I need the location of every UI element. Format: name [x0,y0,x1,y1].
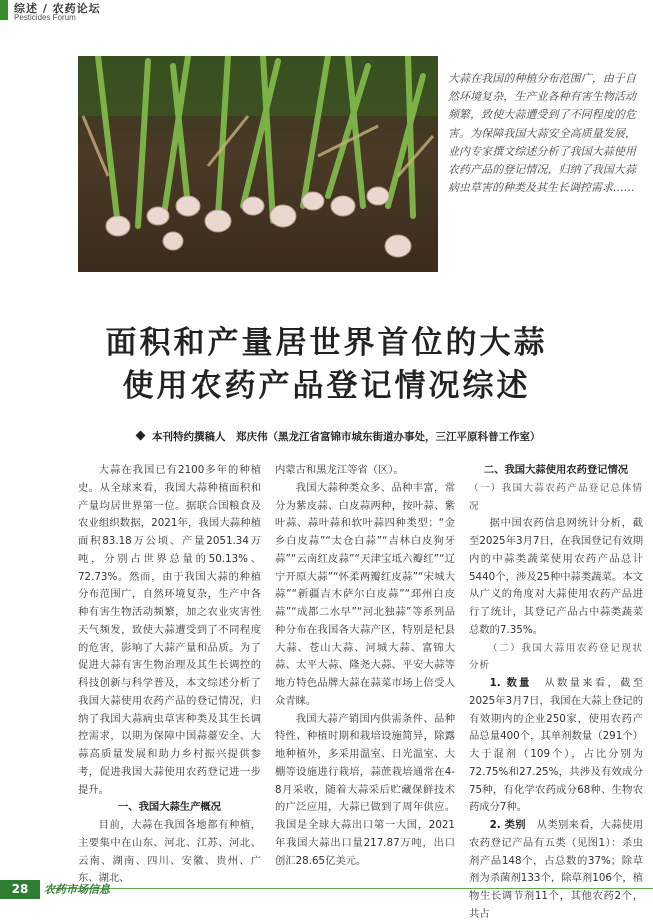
author-byline [137,429,541,444]
section-heading: 二、我国大蒜使用农药登记情况 [483,464,629,476]
subsection-heading: （一）我国大蒜农药产品登记总体情况 [469,482,643,512]
paragraph-lead: 2. 类别 [489,819,526,831]
garlic-field-photo [78,56,438,272]
paragraph: 我国大蒜产销国内供需条件、品种特性、种植时期和栽培设施简异，除露地种植外，多采用温室、日光温室、大棚等设施进行栽培，蒜蔗栽培通常在4-8月采收，随着大蒜采后贮藏保鲜技术的广泛应用，大蒜已做到了周年供应。我国是全球大蒜出口第一大国，2021年我国大蒜出口量217.87万吨，出口创汇28.65亿美元。 [275,712,455,867]
paragraph-text: 从类别来看，大蒜使用农药登记产品有五类（见图1）：杀虫剂产品148个，占总数的37%；除草剂为杀菌剂133个，除草剂106个，植物生长调节剂11个，其他农药2个，共占 [469,819,643,920]
body-column-2 [275,462,455,870]
section-label: 综述 / 农药论坛 [14,2,101,15]
paragraph-lead: 1. 数量 [489,677,532,689]
author-text: 本刊特约撰稿人 郑庆伟（黑龙江省富锦市城东街道办事处，三江平原科普工作室） [152,431,541,443]
footer-rule [50,888,653,889]
header-accent-bar [0,0,8,20]
diamond-icon [136,431,146,441]
section-heading: 一、我国大蒜生产概况 [118,801,221,814]
article-title-line2: 使用农药产品登记情况综述 [122,368,531,404]
page-number: 28 [0,880,40,899]
paragraph: 内蒙古和黑龙江等省（区）。 [275,464,404,476]
paragraph: 目前，大蒜在我国各地都有种植，主要集中在山东、河北、江苏、河北、云南、湖南、四川、安徽、贵州、广东、湖北、 [78,819,261,885]
section-label-english: Pesticides Forum [14,13,76,22]
paragraph: 据中国农药信息网统计分析，截至2025年3月7日，在我国登记有效期内的中蒜类蔬菜使用农药产品总计5440个，涉及25种中蒜类蔬菜。本文从广义的角度对大蒜使用农药产品进行了统计，其登记产品占中蒜类蔬菜总数的7.35%。 [469,517,643,636]
paragraph: 大蒜在我国已有2100多年的种植史。从全球来看，我国大蒜种植面积和产量均居世界第一位。据联合国粮食及农业组织数据，2021年，我国大蒜种植面积83.18万公顷、产量2051.34万吨，分别占世界总量的50.13%、72.73%。然而，由于我国大蒜的种植分布范围广，自然环境复杂，生产中各种有害生物活动频繁，加之农业灾害性天气频发，致使大蒜遭受到了不同程度的危害，影响了大蒜产量和品质。为了促进大蒜有害生物治理及其生长调控的科技创新与科学普及，本文综述分析了我国大蒜使用农药产品的登记情况，归纳了我国大蒜病虫草害种类及其生长调控需求，以期为保障中国蒜薹安全、大蒜高质量发展和助力乡村振兴提供参考，促进我国大蒜使用农药登记进一步提升。 [78,464,261,796]
body-column-1 [78,462,261,888]
paragraph [469,675,643,817]
subsection-heading: （二）我国大蒜用农药登记现状分析 [469,642,643,672]
paragraph-text: 从数量来看，截至2025年3月7日，我国在大蒜上登记的有效期内的企业250家，使用农药产品总量400个，其单剂数量（291个）大于混剂（109个），占比分别为72.75%和27.25%，共涉及有效成分75种，有化学农药成分68种、生物农药成分7种。 [469,677,644,814]
paragraph: 我国大蒜种类众多、品种丰富，常分为紫皮蒜、白皮蒜两种，按叶蒜、紫叶蒜、蒜叶蒜和软叶蒜四种类型；“金乡白皮蒜”“太仓白蒜”“吉林白皮狗牙蒜”“云南红皮蒜”“天津宝坻六瓣红”“辽宁开原大蒜”“怀柔两瓣红皮蒜”“宋城大蒜”“新疆吉木萨尔白皮蒜”“邳州白皮蒜”“成都二水早”“河北独蒜”等系列品种分布在我国各大蒜产区，特别是杞县大蒜、苍山大蒜、河城大蒜、富锦大蒜、太平大蒜、隆尧大蒜、平安大蒜等地方特色品牌大蒜在蒜菜市场上倍受人众青睐。 [275,481,455,707]
magazine-name: 农药市场信息 [44,883,110,896]
article-title-line1: 面积和产量居世界首位的大蒜 [105,325,548,361]
intro-summary: 大蒜在我国的种植分布范围广，由于自然环境复杂，生产业各种有害生物活动频繁，致使大蒜遭受到了不同程度的危害。为保障我国大蒜安全高质量发展，业内专家撰文综述分析了我国大蒜使用农药产品的登记情况，归纳了我国大蒜病虫草害的种类及其生长调控需求…… [448,72,636,195]
paragraph [469,817,643,924]
body-column-3 [469,462,643,924]
